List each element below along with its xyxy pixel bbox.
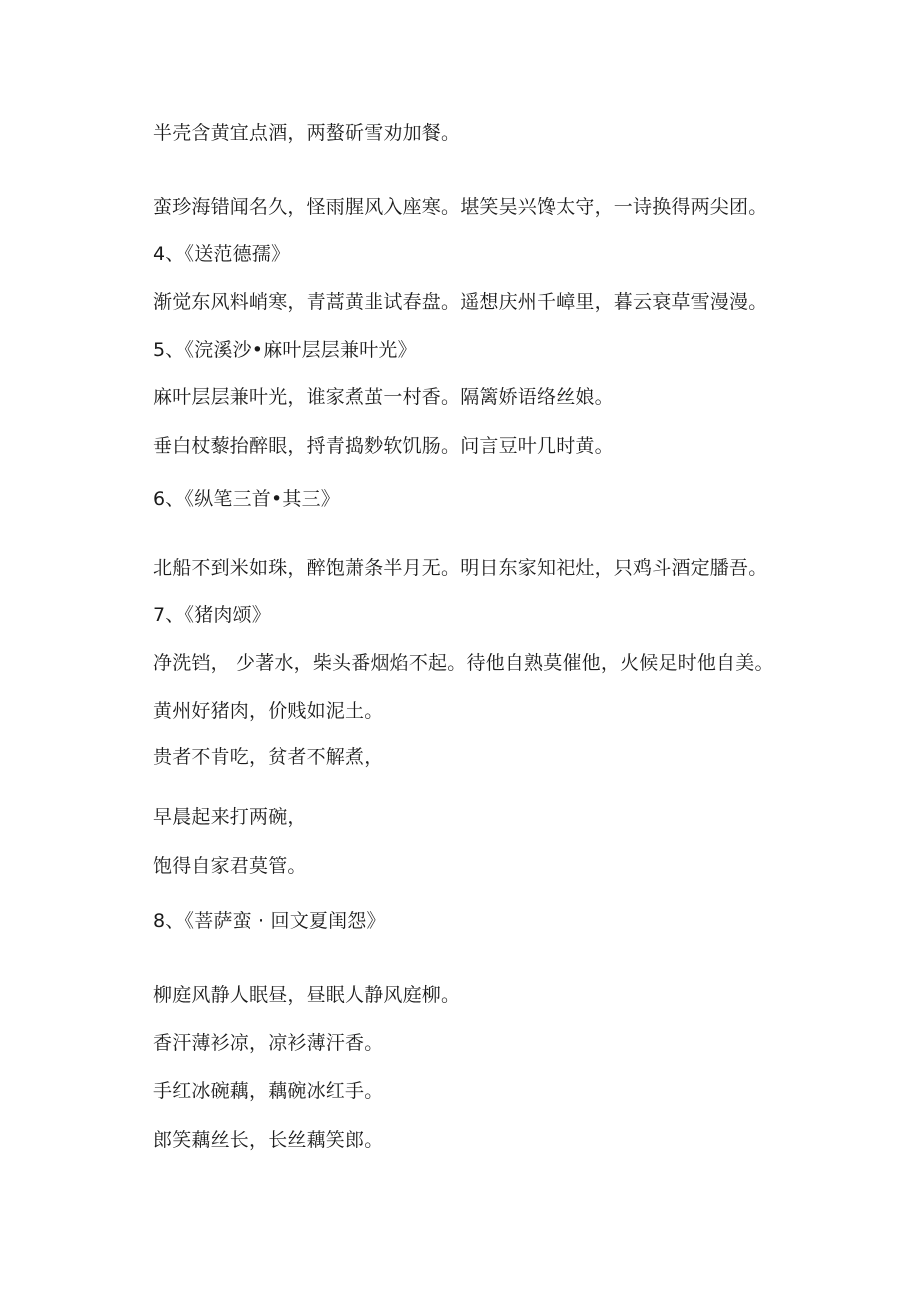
poem-line: 渐觉东风料峭寒，青蒿黄韭试春盘。遥想庆州千嶂里，暮云衰草雪漫漫。	[153, 291, 768, 313]
poem-line: 郎笑藕丝长，长丝藕笑郎。	[153, 1129, 384, 1151]
poem-line: 蛮珍海错闻名久，怪雨腥风入座寒。堪笑吴兴馋太守，一诗换得两尖团。	[153, 196, 768, 218]
poem-line: 净洗铛， 少著水，柴头番烟焰不起。待他自熟莫催他，火候足时他自美。	[153, 652, 774, 674]
poem-line: 香汗薄衫凉，凉衫薄汗香。	[153, 1032, 384, 1054]
poem-heading: 7、《猪肉颂》	[153, 604, 271, 626]
poem-heading: 4、《送范德孺》	[153, 243, 291, 265]
poem-line: 饱得自家君莫管。	[153, 855, 307, 877]
poem-line: 手红冰碗藕，藕碗冰红手。	[153, 1080, 384, 1102]
poem-line: 黄州好猪肉，价贱如泥土。	[153, 700, 384, 722]
poem-line: 北船不到米如珠，醉饱萧条半月无。明日东家知祀灶，只鸡斗酒定膰吾。	[153, 557, 768, 579]
poem-line: 早晨起来打两碗，	[153, 806, 307, 828]
poem-line: 柳庭风静人眠昼，昼眠人静风庭柳。	[153, 984, 461, 1006]
poem-line: 麻叶层层兼叶光，谁家煮茧一村香。隔篱娇语络丝娘。	[153, 386, 614, 408]
poem-line: 贵者不肯吃，贫者不解煮，	[153, 746, 384, 768]
poem-heading: 8、《菩萨蛮 · 回文夏闺怨》	[153, 910, 386, 932]
poem-line: 半壳含黄宜点酒，两螯斫雪劝加餐。	[153, 122, 461, 144]
poem-heading: 6、《纵笔三首•其三》	[153, 488, 340, 510]
poem-line: 垂白杖藜抬醉眼，捋青捣麨软饥肠。问言豆叶几时黄。	[153, 435, 614, 457]
poem-heading: 5、《浣溪沙•麻叶层层兼叶光》	[153, 339, 417, 361]
